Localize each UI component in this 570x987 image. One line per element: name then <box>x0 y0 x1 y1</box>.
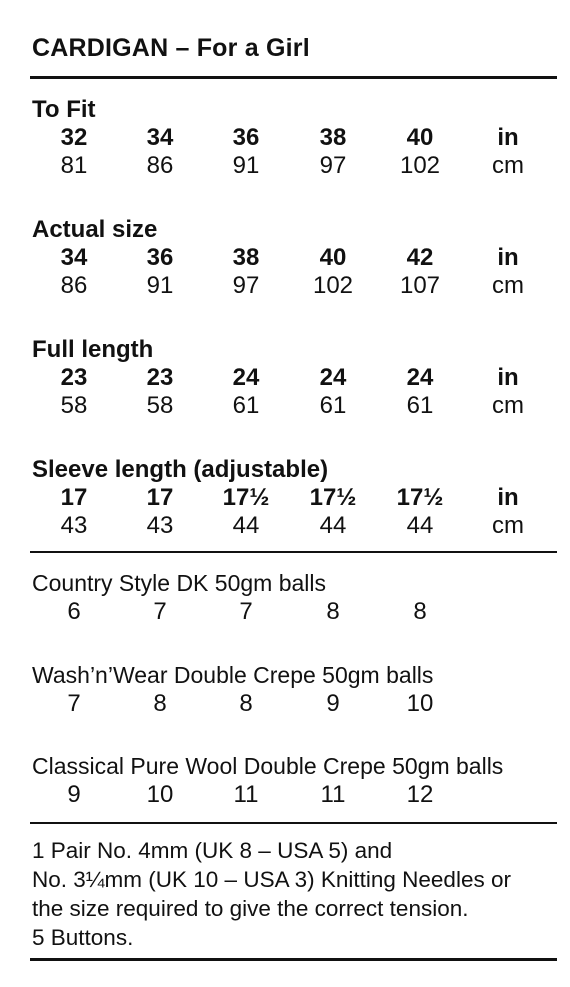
needles-line: the size required to give the correct tension. <box>32 896 469 921</box>
size-cell: 34 <box>146 124 174 151</box>
size-cell: 102 <box>312 272 354 299</box>
unit-label: cm <box>492 512 524 539</box>
bottom-divider <box>30 958 557 961</box>
yarn-quantity-row <box>0 598 570 628</box>
size-cell: 32 <box>60 124 88 151</box>
yarn-label: Classical Pure Wool Double Crepe 50gm balls <box>32 753 504 779</box>
quantity-cell: 10 <box>406 690 434 717</box>
size-cell: 36 <box>232 124 260 151</box>
size-cell: 17½ <box>396 484 444 511</box>
quantity-cell: 6 <box>67 598 81 625</box>
size-cell: 61 <box>406 392 434 419</box>
section-title: To Fit <box>32 96 96 123</box>
unit-label: cm <box>492 152 524 179</box>
quantity-cell: 8 <box>239 690 253 717</box>
quantity-cell: 7 <box>239 598 253 625</box>
needles-line: 1 Pair No. 4mm (UK 8 – USA 5) and <box>32 838 393 863</box>
size-cell: 17 <box>60 484 88 511</box>
size-cell: 24 <box>319 364 347 391</box>
quantity-cell: 8 <box>326 598 340 625</box>
size-cell: 24 <box>232 364 260 391</box>
cm-row <box>0 512 570 542</box>
section-title: Full length <box>32 336 154 363</box>
size-cell: 61 <box>319 392 347 419</box>
unit-label: in <box>497 244 519 271</box>
section-divider <box>30 822 557 824</box>
section-title: Actual size <box>32 216 158 243</box>
yarn-quantity-row <box>0 690 570 720</box>
size-cell: 40 <box>319 244 347 271</box>
quantity-cell: 7 <box>67 690 81 717</box>
unit-label: in <box>497 364 519 391</box>
size-cell: 43 <box>60 512 88 539</box>
size-cell: 102 <box>399 152 441 179</box>
quantity-cell: 9 <box>67 781 81 808</box>
quantity-cell: 8 <box>153 690 167 717</box>
buttons-line: 5 Buttons. <box>32 925 134 950</box>
size-cell: 58 <box>146 392 174 419</box>
inches-row <box>0 484 570 514</box>
size-cell: 91 <box>146 272 174 299</box>
unit-label: in <box>497 484 519 511</box>
needles-line: No. 3¼mm (UK 10 – USA 3) Knitting Needles or <box>32 867 511 892</box>
size-cell: 91 <box>232 152 260 179</box>
page-title: CARDIGAN – For a Girl <box>32 34 310 62</box>
size-cell: 44 <box>406 512 434 539</box>
size-cell: 17 <box>146 484 174 511</box>
size-cell: 107 <box>399 272 441 299</box>
size-cell: 17½ <box>222 484 270 511</box>
unit-label: cm <box>492 272 524 299</box>
size-cell: 17½ <box>309 484 357 511</box>
quantity-cell: 11 <box>320 781 346 808</box>
size-cell: 38 <box>319 124 347 151</box>
inches-row <box>0 124 570 154</box>
quantity-cell: 11 <box>233 781 259 808</box>
size-cell: 36 <box>146 244 174 271</box>
title-divider <box>30 76 557 79</box>
section-divider <box>30 551 557 553</box>
size-cell: 24 <box>406 364 434 391</box>
size-cell: 40 <box>406 124 434 151</box>
quantity-cell: 8 <box>413 598 427 625</box>
unit-label: in <box>497 124 519 151</box>
size-cell: 97 <box>319 152 347 179</box>
size-cell: 86 <box>146 152 174 179</box>
size-cell: 23 <box>146 364 174 391</box>
size-cell: 86 <box>60 272 88 299</box>
cm-row <box>0 272 570 302</box>
needles-and-notions <box>32 836 562 952</box>
inches-row <box>0 364 570 394</box>
quantity-cell: 9 <box>326 690 340 717</box>
size-cell: 38 <box>232 244 260 271</box>
yarn-quantity-row <box>0 781 570 811</box>
inches-row <box>0 244 570 274</box>
quantity-cell: 12 <box>406 781 434 808</box>
yarn-label: Country Style DK 50gm balls <box>32 570 327 596</box>
unit-label: cm <box>492 392 524 419</box>
size-cell: 81 <box>60 152 88 179</box>
yarn-label: Wash’n’Wear Double Crepe 50gm balls <box>32 662 434 688</box>
quantity-cell: 7 <box>153 598 167 625</box>
size-cell: 23 <box>60 364 88 391</box>
size-cell: 44 <box>232 512 260 539</box>
size-cell: 97 <box>232 272 260 299</box>
size-cell: 42 <box>406 244 434 271</box>
size-cell: 58 <box>60 392 88 419</box>
cm-row <box>0 392 570 422</box>
size-cell: 44 <box>319 512 347 539</box>
size-cell: 61 <box>232 392 260 419</box>
size-cell: 43 <box>146 512 174 539</box>
section-title: Sleeve length (adjustable) <box>32 456 329 483</box>
size-cell: 34 <box>60 244 88 271</box>
quantity-cell: 10 <box>146 781 174 808</box>
cm-row <box>0 152 570 182</box>
